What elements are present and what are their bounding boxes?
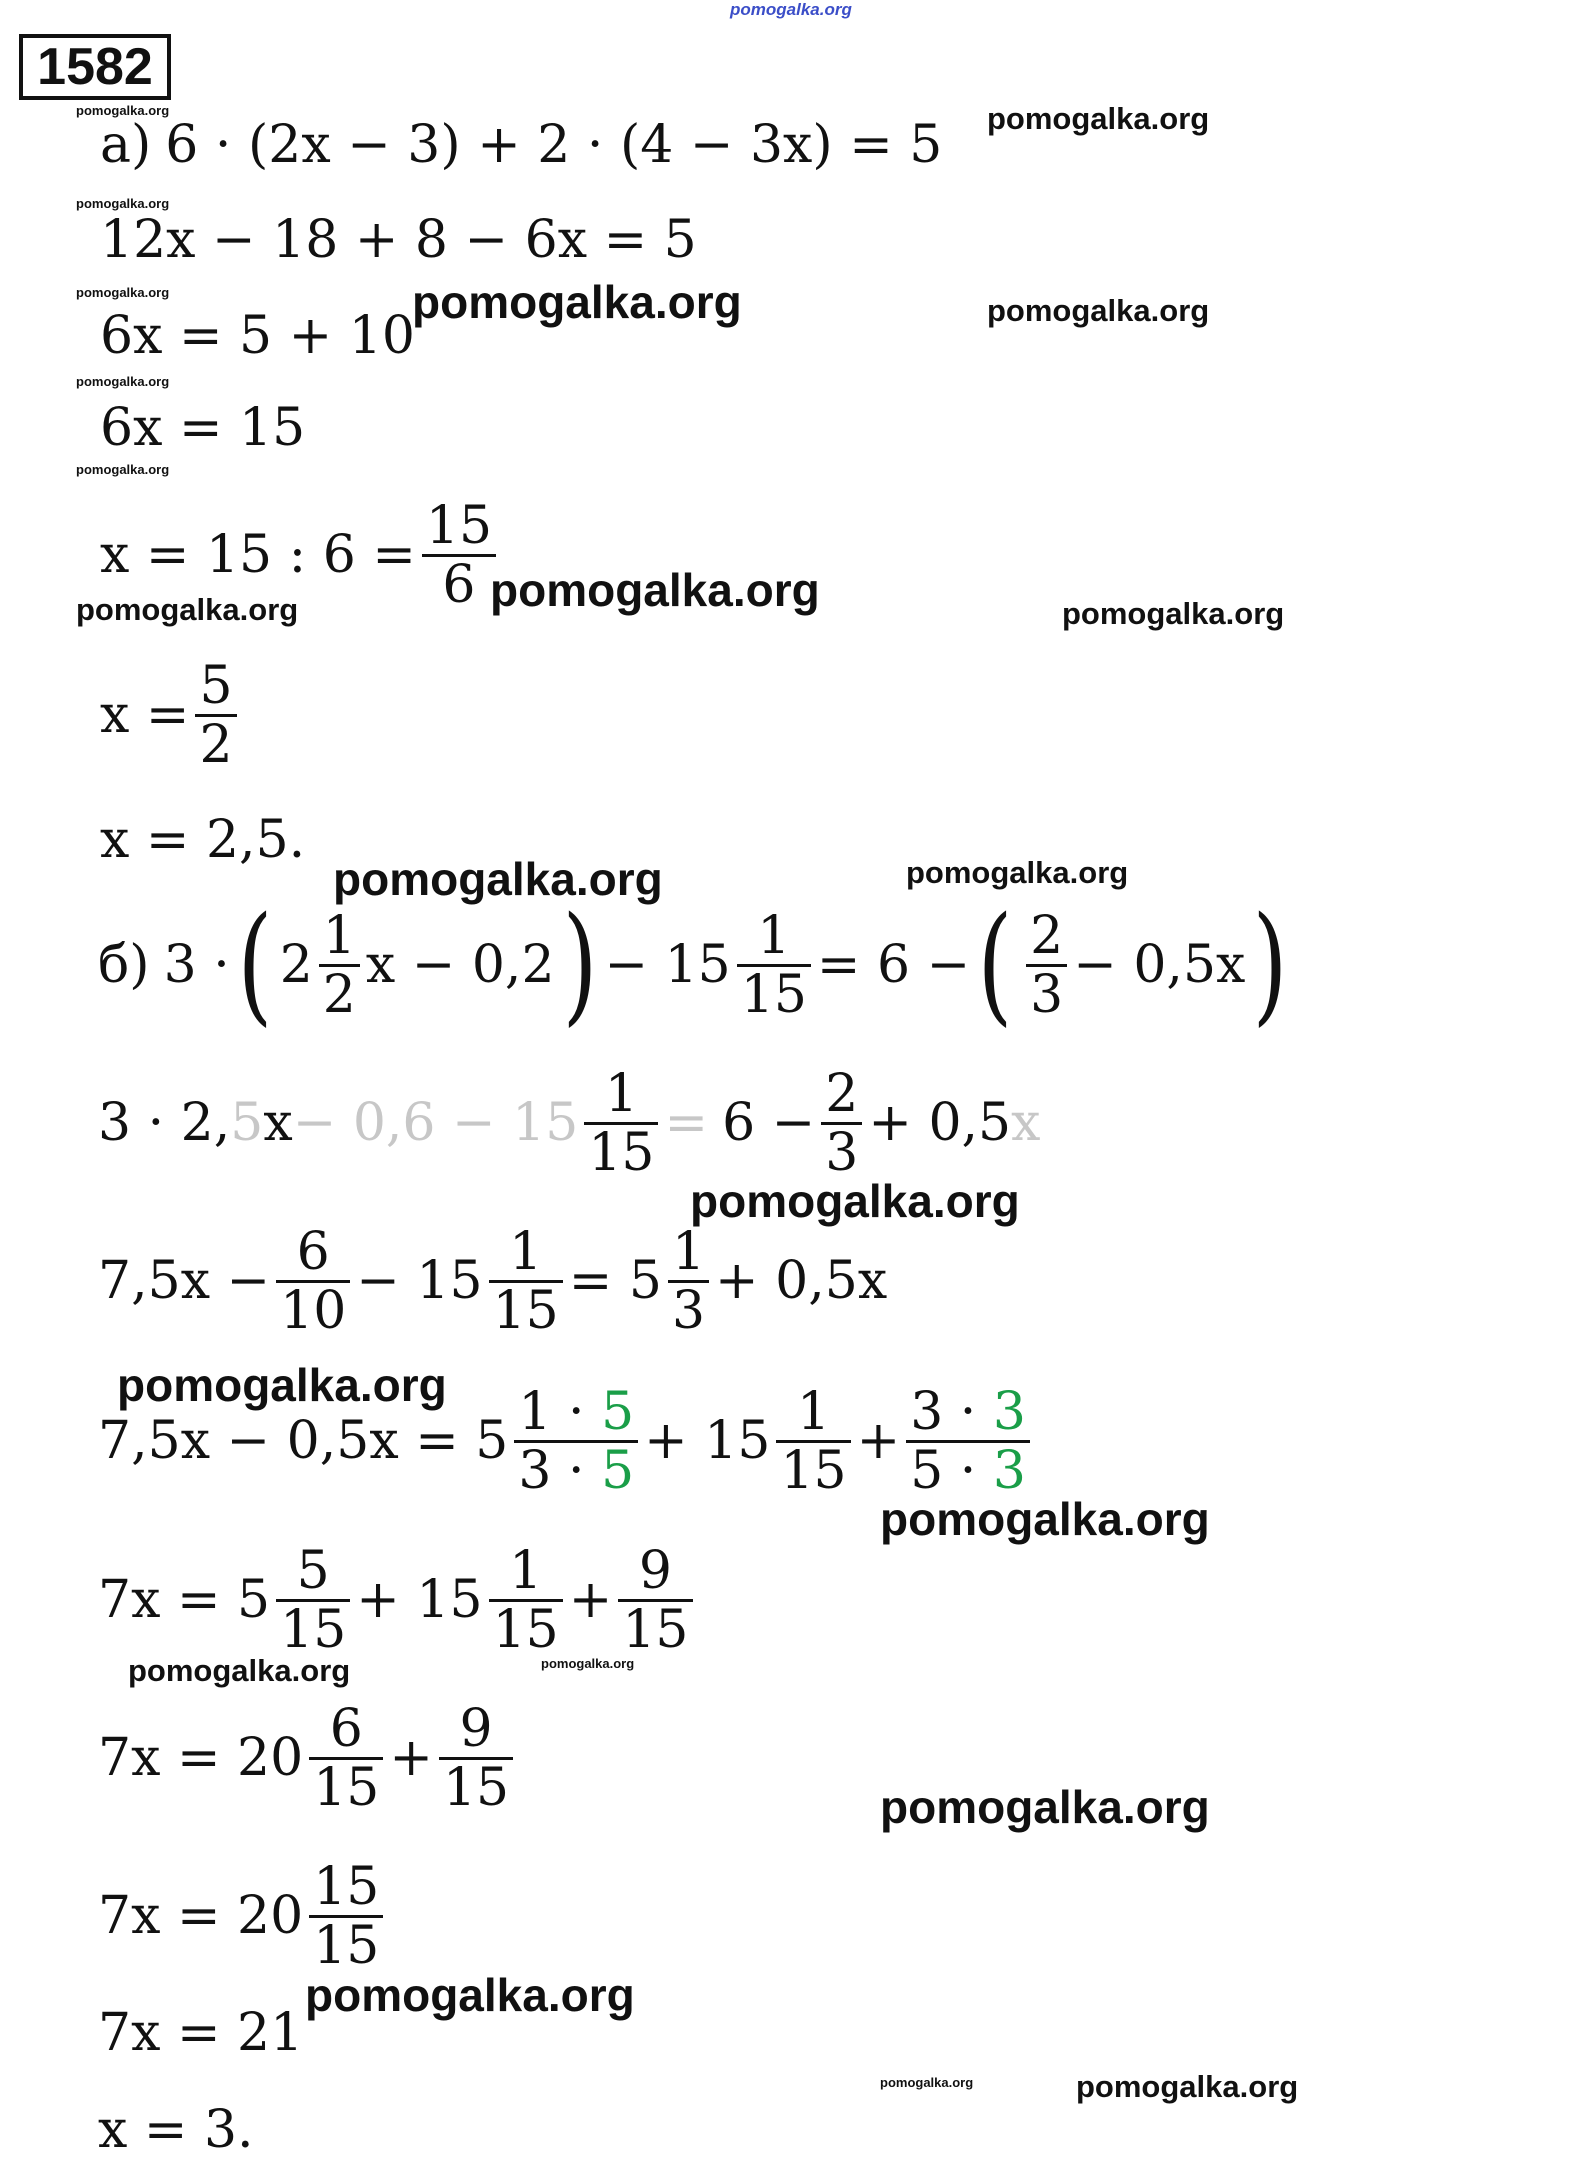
right-paren: )	[1252, 890, 1288, 1039]
denominator	[906, 1440, 1030, 1501]
watermark: pomogalka.org	[76, 462, 170, 477]
equation-text: 7,5x − 0,5x = 5	[98, 1411, 509, 1471]
fraction	[489, 1540, 563, 1660]
problem-number: 1582	[19, 34, 171, 100]
mixed-number	[279, 905, 366, 1025]
numerator: 9	[638, 1540, 672, 1601]
left-paren: (	[237, 890, 273, 1039]
equation-text: +	[568, 1570, 613, 1630]
whole-part: 2	[279, 935, 313, 995]
watermark: pomogalka.org	[541, 1656, 635, 1671]
part-b-line-1	[98, 890, 1295, 1039]
watermark: pomogalka.org	[880, 1493, 1210, 1545]
numerator: 1	[757, 905, 791, 966]
denominator: 2	[199, 714, 233, 775]
part-a-line-6	[100, 650, 243, 780]
highlight-factor: 3	[992, 1440, 1026, 1501]
part-b-line-8	[98, 1993, 303, 2073]
part-b-line-9	[98, 2090, 254, 2170]
numerator: 2	[825, 1063, 859, 1124]
fraction	[309, 1698, 383, 1818]
denominator: 15	[313, 1915, 380, 1976]
part-b-line-4	[98, 1376, 1036, 1506]
denominator	[514, 1440, 638, 1501]
equation-text: + 0,5	[868, 1093, 1012, 1153]
watermark: pomogalka.org	[76, 374, 170, 389]
right-paren: )	[562, 890, 597, 1039]
numerator: 1	[509, 1540, 543, 1601]
watermark: pomogalka.org	[880, 1781, 1210, 1833]
denominator: 15	[492, 1599, 559, 1660]
numerator: 1	[509, 1221, 543, 1282]
equation-text: + 0,5x	[715, 1251, 888, 1311]
equation-text: 7,5x −	[98, 1251, 271, 1311]
watermark: pomogalka.org	[76, 103, 170, 118]
highlight-factor: 5	[601, 1440, 635, 1501]
part-a-label: а)	[100, 115, 152, 175]
equation-text: x	[263, 1093, 293, 1153]
watermark: pomogalka.org	[128, 1653, 351, 1688]
watermark: pomogalka.org	[305, 1969, 635, 2021]
numerator: 2	[1030, 905, 1064, 966]
numerator: 1	[604, 1063, 638, 1124]
denominator: 15	[313, 1757, 380, 1818]
numerator	[514, 1381, 638, 1442]
equation-text: 7x = 20	[98, 1728, 304, 1788]
fraction	[309, 1856, 383, 1976]
numerator: 1	[796, 1381, 831, 1442]
part-a-line-1	[100, 105, 942, 185]
faded-text: − 0,6 − 15	[292, 1093, 579, 1153]
part-b-line-2	[98, 1058, 1040, 1188]
denominator: 15	[588, 1122, 655, 1183]
denominator: 2	[322, 964, 356, 1025]
denominator: 10	[280, 1280, 347, 1341]
denominator: 15	[442, 1757, 510, 1818]
watermark: pomogalka.org	[117, 1359, 447, 1411]
numerator: 1	[671, 1221, 706, 1282]
numerator: 1	[322, 905, 356, 966]
part-a-line-5	[100, 490, 502, 620]
denominator: 15	[280, 1599, 347, 1660]
equation-text: 7x = 5	[98, 1570, 271, 1630]
equation-text: 6 · (2x − 3) + 2 · (4 − 3x) = 5	[165, 115, 943, 175]
denominator: 15	[492, 1280, 559, 1341]
equation-text: 6x = 15	[100, 398, 306, 458]
watermark: pomogalka.org	[490, 564, 820, 616]
watermark: pomogalka.org	[987, 293, 1210, 328]
fraction	[439, 1698, 513, 1818]
equation-text: + 15	[644, 1411, 771, 1471]
part-a-line-3	[100, 296, 415, 376]
watermark: pomogalka.org	[906, 855, 1129, 890]
fraction	[422, 495, 496, 615]
denominator: 3	[671, 1280, 706, 1341]
part-a-line-7	[100, 800, 305, 880]
equation-text: 7x = 21	[98, 2003, 304, 2063]
equation-text: 3 · 2,	[98, 1093, 231, 1153]
equation-text: x =	[100, 685, 190, 745]
faded-text: x	[1011, 1093, 1041, 1153]
equation-text: = 6 −	[816, 935, 971, 995]
equation-text: x = 15 : 6 =	[100, 525, 416, 585]
watermark-top: pomogalka.org	[730, 0, 852, 19]
equation-text: 6 −	[722, 1093, 816, 1153]
part-a-line-2	[100, 200, 697, 280]
equation-text: x = 2,5.	[100, 810, 306, 870]
faded-text: =	[664, 1093, 709, 1153]
watermark: pomogalka.org	[412, 276, 742, 328]
part-b-line-3	[98, 1216, 887, 1346]
part-b-label: б)	[98, 935, 150, 995]
numerator: 6	[329, 1698, 363, 1759]
fraction	[276, 1540, 350, 1660]
watermark: pomogalka.org	[76, 285, 170, 300]
equation-text: − 15	[356, 1251, 483, 1311]
watermark: pomogalka.org	[690, 1175, 1020, 1227]
fraction	[276, 1221, 350, 1341]
denominator-part: 5 ·	[910, 1440, 993, 1501]
fraction	[668, 1221, 709, 1341]
numerator: 5	[296, 1540, 330, 1601]
highlight-factor: 3	[992, 1381, 1026, 1442]
equation-text: − 15	[604, 935, 731, 995]
equation-text: = 5	[568, 1251, 662, 1311]
fraction	[319, 905, 360, 1025]
equation-text: 12x − 18 + 8 − 6x = 5	[100, 210, 697, 270]
part-b-line-6	[98, 1693, 519, 1823]
fraction	[195, 655, 236, 775]
denominator: 15	[740, 964, 807, 1025]
equation-text: +	[389, 1728, 433, 1788]
part-a-line-4	[100, 388, 305, 468]
part-b-line-5	[98, 1535, 699, 1665]
watermark: pomogalka.org	[76, 592, 299, 627]
equation-text: x − 0,2	[365, 935, 555, 995]
equation-text: x = 3.	[98, 2100, 254, 2160]
left-paren: (	[977, 890, 1013, 1039]
watermark: pomogalka.org	[1076, 2069, 1299, 2104]
fraction	[584, 1063, 658, 1183]
part-b-line-7	[98, 1851, 389, 1981]
watermark: pomogalka.org	[1062, 596, 1285, 631]
fraction	[821, 1063, 862, 1183]
numerator: 15	[313, 1856, 380, 1917]
fraction	[737, 905, 811, 1025]
denominator: 3	[1030, 964, 1064, 1025]
equation-text: − 0,5x	[1073, 935, 1246, 995]
equation-text: + 15	[356, 1570, 483, 1630]
watermark: pomogalka.org	[76, 196, 170, 211]
faded-text: 5	[230, 1093, 264, 1153]
numerator	[906, 1381, 1030, 1442]
denominator-part: 3 ·	[518, 1440, 602, 1501]
equation-text: 7x = 20	[98, 1886, 304, 1946]
denominator: 6	[442, 554, 476, 615]
watermark: pomogalka.org	[880, 2075, 974, 2090]
fraction	[618, 1540, 692, 1660]
watermark: pomogalka.org	[987, 101, 1210, 136]
fraction	[1026, 905, 1067, 1025]
watermark: pomogalka.org	[333, 853, 663, 905]
fraction	[906, 1381, 1030, 1501]
denominator: 15	[780, 1440, 847, 1501]
highlight-factor: 5	[601, 1381, 635, 1442]
denominator: 15	[622, 1599, 689, 1660]
denominator: 3	[825, 1122, 859, 1183]
equation-text: 6x = 5 + 10	[100, 306, 415, 366]
equation-text: 3 ·	[163, 935, 230, 995]
numerator-part: 1 ·	[518, 1381, 602, 1442]
numerator: 9	[459, 1698, 493, 1759]
numerator-part: 3 ·	[910, 1381, 993, 1442]
fraction	[514, 1381, 638, 1501]
numerator: 15	[425, 495, 493, 556]
equation-text: +	[856, 1411, 901, 1471]
numerator: 6	[296, 1221, 330, 1282]
fraction	[776, 1381, 850, 1501]
fraction	[489, 1221, 563, 1341]
numerator: 5	[199, 655, 233, 716]
